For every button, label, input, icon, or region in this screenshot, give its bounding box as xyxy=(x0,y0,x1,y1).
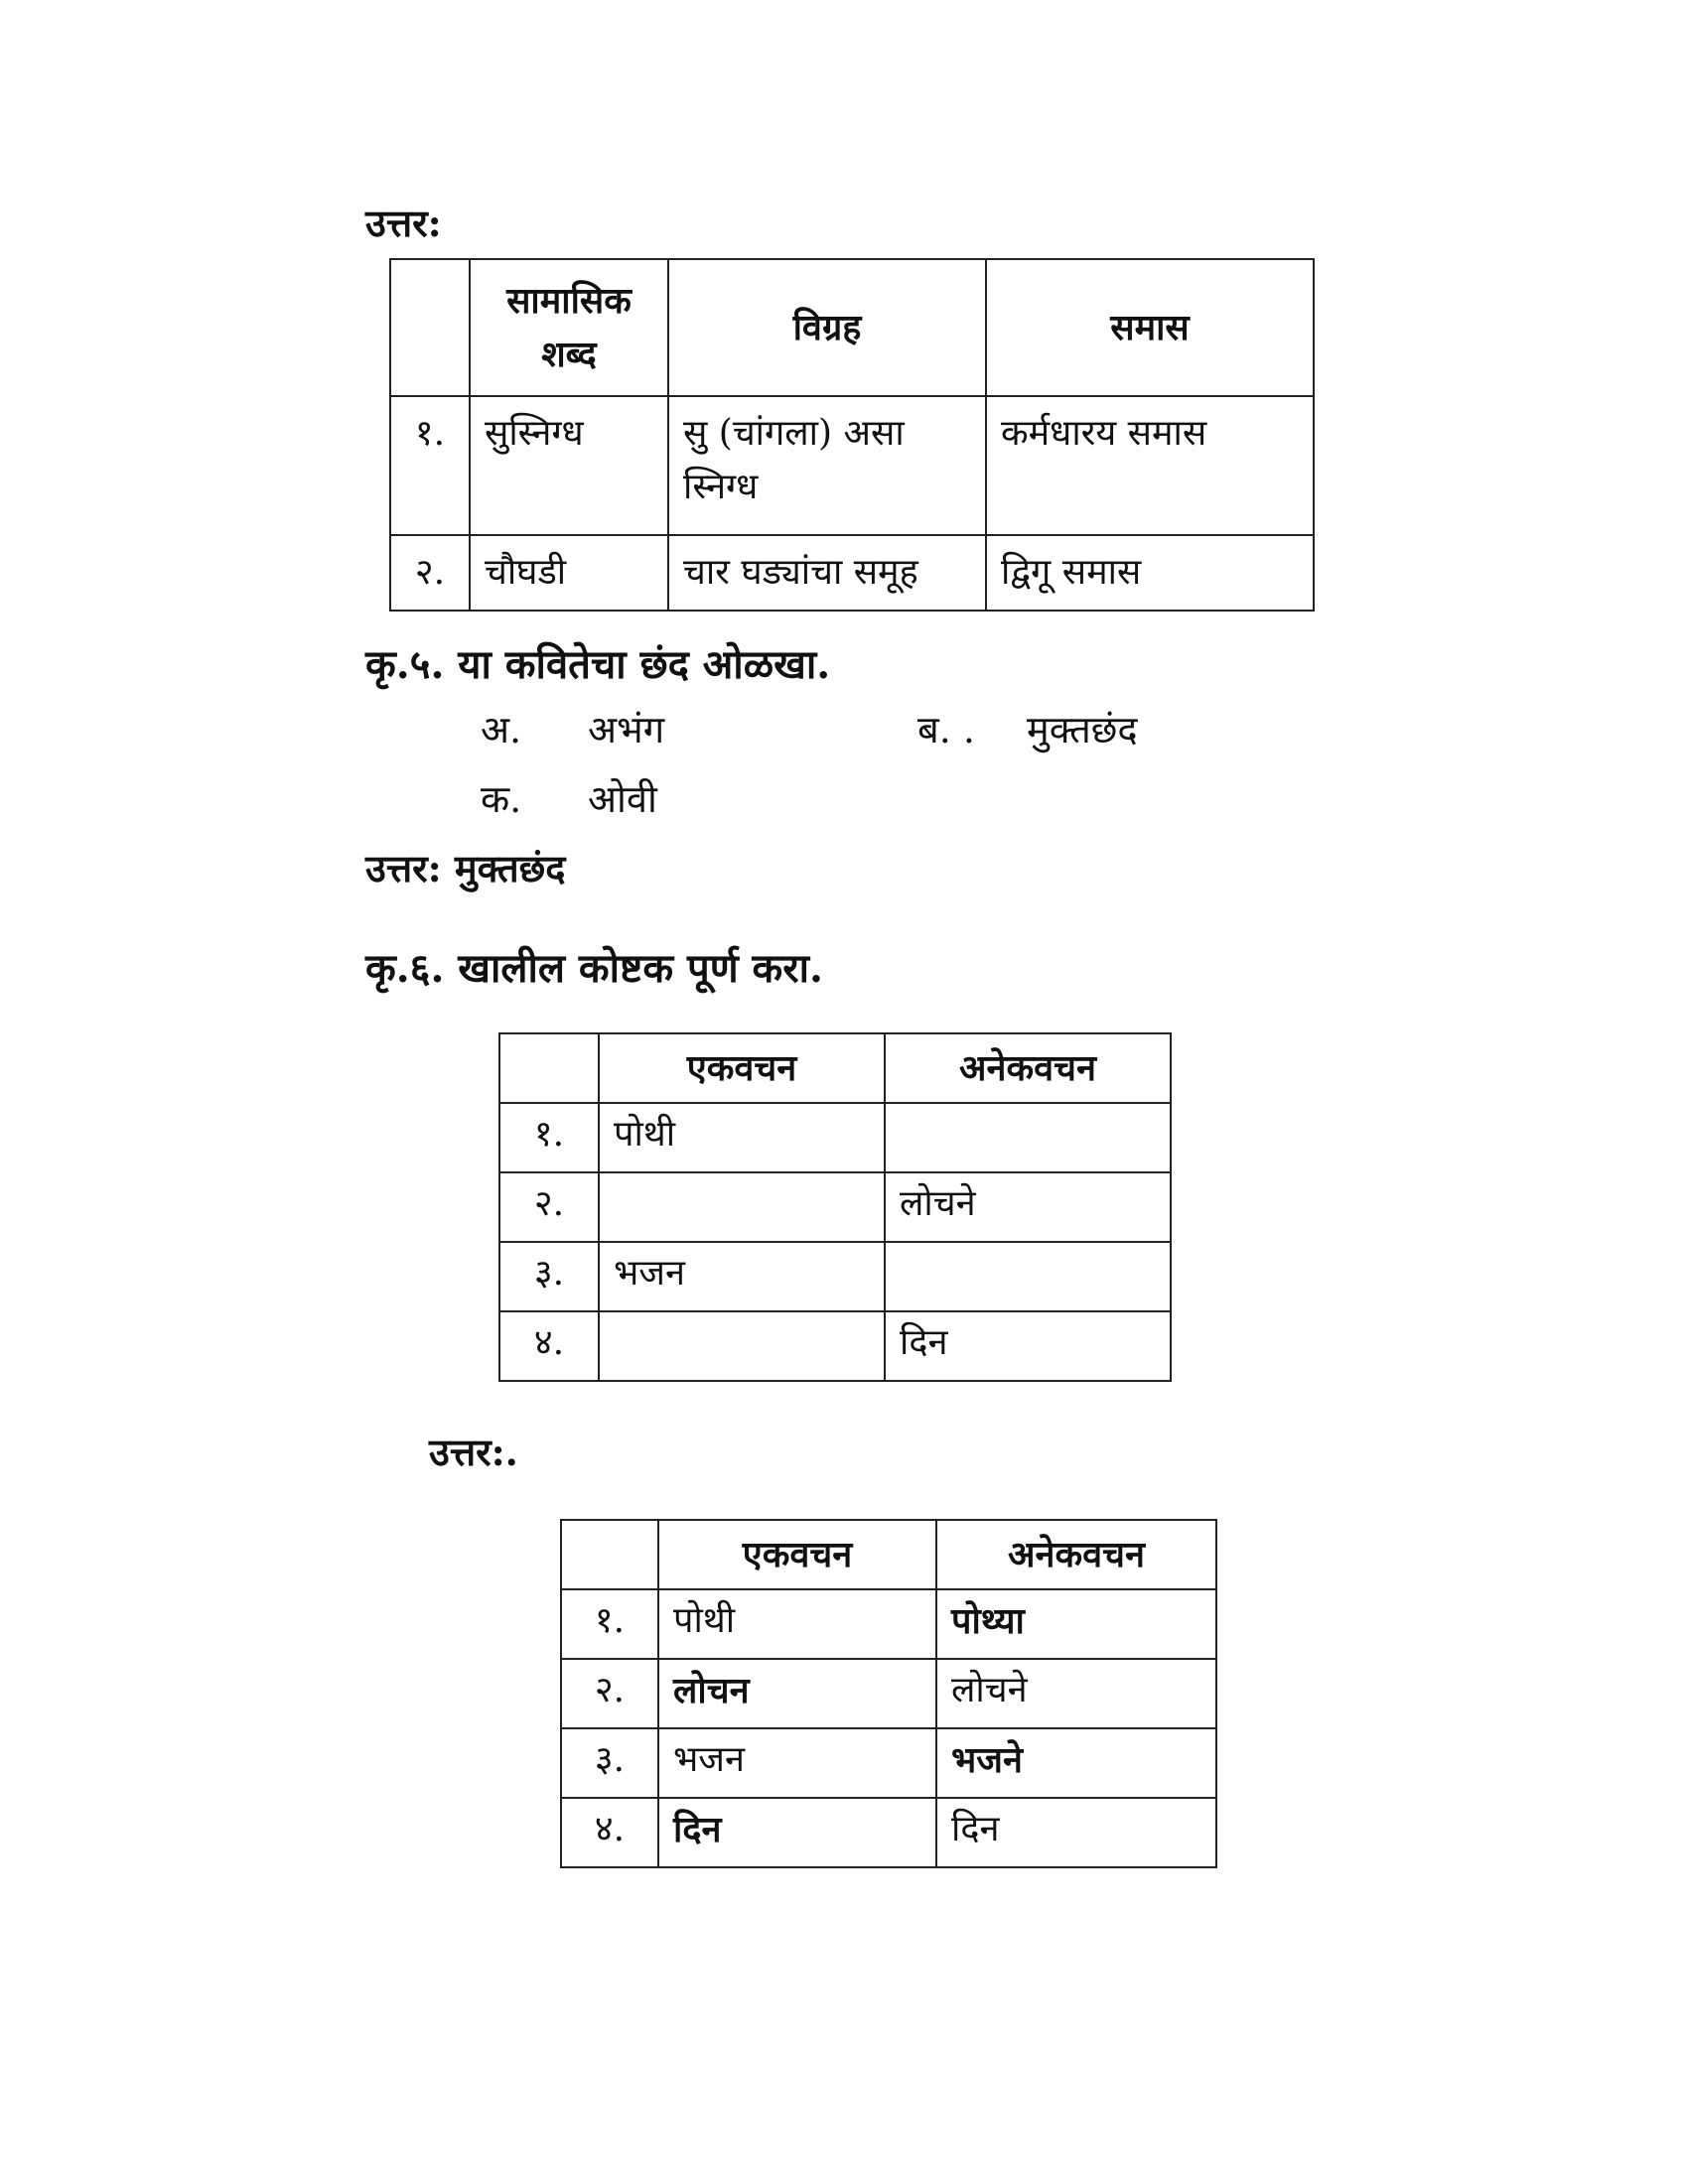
table-header-row xyxy=(499,1033,1171,1103)
row-number: १. xyxy=(390,396,470,535)
answer-label-1: उत्तर: xyxy=(365,201,442,245)
row-number: ४. xyxy=(561,1798,658,1867)
answer-label-6: उत्तर:. xyxy=(429,1430,518,1474)
option-a-key: अ. xyxy=(481,708,522,751)
plural-cell: लोचने xyxy=(885,1172,1171,1242)
plural-cell xyxy=(885,1103,1171,1172)
table-row xyxy=(561,1728,1216,1798)
row-number: ३. xyxy=(499,1242,599,1311)
table-header-row xyxy=(561,1520,1216,1589)
header-ekvachan: एकवचन xyxy=(658,1520,936,1589)
question-5: कृ.५. या कवितेचा छंद ओळखा. xyxy=(365,641,831,688)
table-row xyxy=(390,396,1314,535)
samasik-word: सुस्निग्ध xyxy=(470,396,668,535)
singular-cell: लोचन xyxy=(658,1659,936,1728)
plural-cell: भजने xyxy=(936,1728,1216,1798)
header-samas: समास xyxy=(986,259,1314,396)
table-row xyxy=(390,535,1314,611)
row-number: २. xyxy=(499,1172,599,1242)
samas-cell: कर्मधारय समास xyxy=(986,396,1314,535)
samasik-word: चौघडी xyxy=(470,535,668,611)
singular-cell: पोथी xyxy=(658,1589,936,1659)
header-blank xyxy=(561,1520,658,1589)
header-blank xyxy=(390,259,470,396)
singular-cell: दिन xyxy=(658,1798,936,1867)
row-number: ३. xyxy=(561,1728,658,1798)
table-row xyxy=(561,1589,1216,1659)
plural-cell: पोथ्या xyxy=(936,1589,1216,1659)
plural-cell: लोचने xyxy=(936,1659,1216,1728)
row-number: २. xyxy=(561,1659,658,1728)
option-c-key: क. xyxy=(481,777,522,821)
row-number: १. xyxy=(499,1103,599,1172)
vachan-answer-table xyxy=(560,1519,1217,1868)
option-b-key: ब. . xyxy=(917,708,975,751)
plural-cell: दिन xyxy=(885,1311,1171,1381)
vachan-question-table xyxy=(498,1032,1172,1382)
option-a-value: अभंग xyxy=(588,708,665,751)
table-header-row xyxy=(390,259,1314,396)
table-row xyxy=(499,1172,1171,1242)
samas-cell: द्विगू समास xyxy=(986,535,1314,611)
plural-cell xyxy=(885,1242,1171,1311)
row-number: १. xyxy=(561,1589,658,1659)
singular-cell: भजन xyxy=(658,1728,936,1798)
header-anekvachan: अनेकवचन xyxy=(936,1520,1216,1589)
singular-cell xyxy=(599,1311,885,1381)
singular-cell: भजन xyxy=(599,1242,885,1311)
vigraha-cell: चार घड्यांचा समूह xyxy=(668,535,986,611)
table-row xyxy=(499,1103,1171,1172)
answer-label-5: उत्तर: मुक्तछंद xyxy=(365,846,566,890)
header-blank xyxy=(499,1033,599,1103)
header-ekvachan: एकवचन xyxy=(599,1033,885,1103)
option-c-value: ओवी xyxy=(588,777,657,821)
option-b-value: मुक्तछंद xyxy=(1027,708,1138,751)
row-number: ४. xyxy=(499,1311,599,1381)
table-row xyxy=(561,1798,1216,1867)
header-samasik-shabda: सामासिक शब्द xyxy=(470,259,668,396)
question-6: कृ.६. खालील कोष्टक पूर्ण करा. xyxy=(365,945,823,992)
header-anekvachan: अनेकवचन xyxy=(885,1033,1171,1103)
table-row xyxy=(561,1659,1216,1728)
header-vigraha: विग्रह xyxy=(668,259,986,396)
singular-cell: पोथी xyxy=(599,1103,885,1172)
samas-answer-table xyxy=(389,258,1315,612)
table-row xyxy=(499,1311,1171,1381)
singular-cell xyxy=(599,1172,885,1242)
plural-cell: दिन xyxy=(936,1798,1216,1867)
table-row xyxy=(499,1242,1171,1311)
row-number: २. xyxy=(390,535,470,611)
vigraha-cell: सु (चांगला) असा स्निग्ध xyxy=(668,396,986,535)
